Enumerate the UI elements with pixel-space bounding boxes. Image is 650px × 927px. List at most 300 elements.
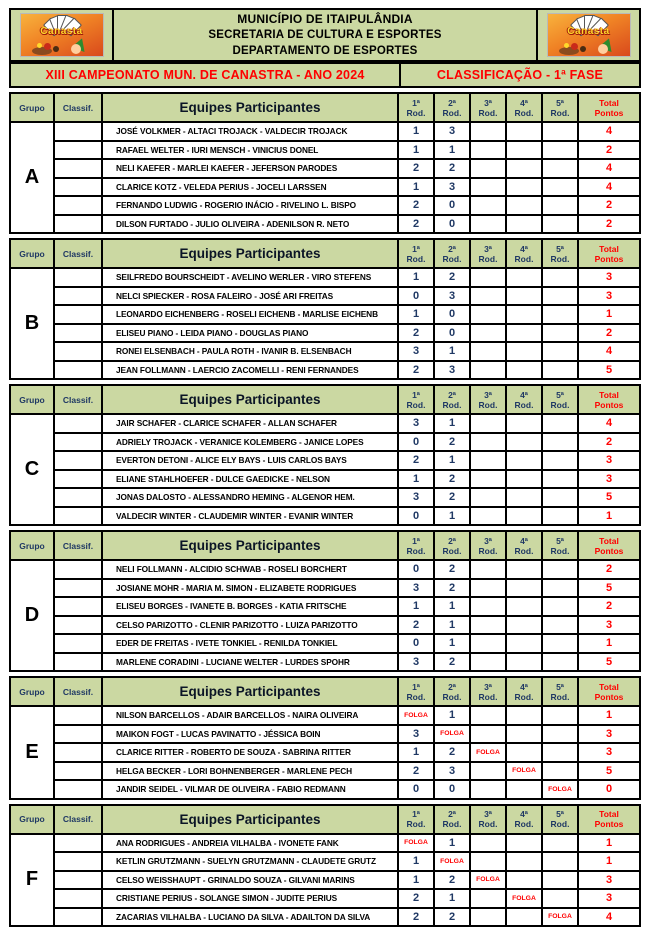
round-cell: [470, 908, 506, 927]
team-name-cell: CELSO PARIZOTTO - CLENIR PARIZOTTO - LUIZA PARIZOTTO: [102, 616, 398, 635]
group-letter-cell: F: [10, 834, 54, 927]
column-header-round-1: [398, 93, 434, 122]
round-cell: 0: [434, 305, 470, 324]
round-cell: [506, 653, 542, 672]
round-word-label: Rod.: [435, 400, 469, 410]
round-cell: [542, 268, 578, 287]
team-name-cell: CELSO WEISSHAUPT - GRINALDO SOUZA - GILVANI MARINS: [102, 871, 398, 890]
round-cell: [470, 852, 506, 871]
round-cell: 3: [434, 178, 470, 197]
round-cell: [506, 433, 542, 452]
round-cell: 2: [434, 908, 470, 927]
column-header-equipes: Equipes Participantes: [102, 239, 398, 268]
chip-shape: [53, 46, 59, 52]
round-cell: 2: [434, 159, 470, 178]
logo-cell-right: [537, 9, 640, 61]
team-name-cell: JEAN FOLLMANN - LAERCIO ZACOMELLI - RENI FERNANDES: [102, 361, 398, 380]
classif-cell: [54, 324, 102, 343]
column-header-total: [578, 677, 640, 706]
round-number-label: 3ª: [471, 390, 505, 400]
total-points-cell: 1: [578, 834, 640, 853]
round-cell: [470, 433, 506, 452]
column-header-round-3: [470, 531, 506, 560]
round-number-label: 5ª: [543, 390, 577, 400]
team-row: [10, 889, 640, 908]
column-header-round-4: [506, 239, 542, 268]
chip-shape: [580, 46, 586, 52]
round-cell: FOLGA: [434, 725, 470, 744]
round-cell: 2: [398, 889, 434, 908]
total-points-cell: 3: [578, 871, 640, 890]
round-cell: [506, 706, 542, 725]
team-name-cell: CRISTIANE PERIUS - SOLANGE SIMON - JUDITE PERIUS: [102, 889, 398, 908]
total-line-1: Total: [579, 809, 639, 819]
team-row: [10, 215, 640, 234]
group-header-row: [10, 677, 640, 706]
classif-cell: [54, 653, 102, 672]
round-cell: 1: [398, 305, 434, 324]
column-header-grupo: Grupo: [10, 385, 54, 414]
round-word-label: Rod.: [399, 108, 433, 118]
group-letter-cell: C: [10, 414, 54, 525]
classif-cell: [54, 414, 102, 433]
column-header-equipes: Equipes Participantes: [102, 805, 398, 834]
column-header-round-5: [542, 805, 578, 834]
team-name-cell: NELCI SPIECKER - ROSA FALEIRO - JOSÉ ARI FREITAS: [102, 287, 398, 306]
round-cell: [506, 871, 542, 890]
round-cell: 3: [434, 287, 470, 306]
team-name-cell: ANA RODRIGUES - ANDREIA VILHALBA - IVONETE FANK: [102, 834, 398, 853]
round-cell: [506, 488, 542, 507]
total-points-cell: 5: [578, 361, 640, 380]
column-header-equipes: Equipes Participantes: [102, 93, 398, 122]
round-word-label: Rod.: [399, 819, 433, 829]
column-header-classif: Classif.: [54, 385, 102, 414]
team-row: [10, 616, 640, 635]
group-header-row: [10, 531, 640, 560]
total-points-cell: 2: [578, 215, 640, 234]
round-number-label: 5ª: [543, 682, 577, 692]
round-cell: [470, 196, 506, 215]
round-number-label: 1ª: [399, 536, 433, 546]
team-name-cell: JOSÉ VOLKMER - ALTACI TROJACK - VALDECIR TROJACK: [102, 122, 398, 141]
team-row: [10, 414, 640, 433]
round-cell: FOLGA: [470, 871, 506, 890]
column-header-round-5: [542, 93, 578, 122]
classif-cell: [54, 141, 102, 160]
round-cell: [542, 852, 578, 871]
round-cell: [506, 268, 542, 287]
round-cell: [542, 324, 578, 343]
column-header-grupo: Grupo: [10, 531, 54, 560]
round-cell: 2: [398, 762, 434, 781]
column-header-total: [578, 93, 640, 122]
column-header-classif: Classif.: [54, 239, 102, 268]
group-header-row: [10, 93, 640, 122]
logo-wordmark: Canasta: [20, 26, 104, 37]
header-text-cell: [113, 9, 537, 61]
team-row: [10, 725, 640, 744]
groups-container: [9, 92, 641, 927]
round-word-label: Rod.: [507, 819, 541, 829]
round-number-label: 5ª: [543, 809, 577, 819]
round-number-label: 3ª: [471, 98, 505, 108]
round-cell: 3: [398, 414, 434, 433]
round-cell: FOLGA: [434, 852, 470, 871]
column-header-round-5: [542, 385, 578, 414]
team-name-cell: JAIR SCHAFER - CLARICE SCHAFER - ALLAN SCHAFER: [102, 414, 398, 433]
total-line-1: Total: [579, 98, 639, 108]
round-cell: [506, 305, 542, 324]
column-header-grupo: Grupo: [10, 677, 54, 706]
round-word-label: Rod.: [399, 546, 433, 556]
round-word-label: Rod.: [507, 400, 541, 410]
round-cell: 2: [434, 268, 470, 287]
round-cell: [506, 141, 542, 160]
jester-face-shape: [71, 44, 81, 54]
round-cell: [470, 780, 506, 799]
round-cell: [542, 122, 578, 141]
team-row: [10, 871, 640, 890]
round-word-label: Rod.: [543, 692, 577, 702]
round-word-label: Rod.: [471, 254, 505, 264]
round-cell: 2: [398, 159, 434, 178]
round-cell: [470, 488, 506, 507]
round-number-label: 5ª: [543, 244, 577, 254]
column-header-classif: Classif.: [54, 93, 102, 122]
round-cell: FOLGA: [398, 834, 434, 853]
round-cell: 1: [398, 597, 434, 616]
round-cell: 1: [434, 451, 470, 470]
round-cell: [542, 597, 578, 616]
column-header-equipes: Equipes Participantes: [102, 385, 398, 414]
classif-cell: [54, 560, 102, 579]
total-points-cell: 2: [578, 560, 640, 579]
round-cell: [542, 488, 578, 507]
total-points-cell: 4: [578, 908, 640, 927]
chip-shape: [564, 43, 569, 48]
round-cell: [506, 451, 542, 470]
classif-cell: [54, 196, 102, 215]
team-row: [10, 451, 640, 470]
team-row: [10, 433, 640, 452]
column-header-round-2: [434, 385, 470, 414]
round-cell: 1: [398, 141, 434, 160]
total-points-cell: 3: [578, 451, 640, 470]
round-cell: 1: [434, 414, 470, 433]
round-word-label: Rod.: [543, 400, 577, 410]
round-number-label: 3ª: [471, 536, 505, 546]
column-header-grupo: Grupo: [10, 93, 54, 122]
round-cell: 2: [398, 196, 434, 215]
team-name-cell: ELIANE STAHLHOEFER - DULCE GAEDICKE - NELSON: [102, 470, 398, 489]
round-cell: [542, 433, 578, 452]
round-cell: [542, 215, 578, 234]
round-cell: [506, 196, 542, 215]
group-block-C: [9, 384, 641, 526]
round-cell: [470, 178, 506, 197]
round-number-label: 3ª: [471, 809, 505, 819]
round-number-label: 4ª: [507, 390, 541, 400]
round-cell: 3: [398, 579, 434, 598]
classif-cell: [54, 889, 102, 908]
round-cell: FOLGA: [542, 780, 578, 799]
round-cell: [542, 305, 578, 324]
column-header-round-3: [470, 239, 506, 268]
round-cell: FOLGA: [470, 743, 506, 762]
total-line-2: Pontos: [579, 546, 639, 556]
round-cell: [470, 287, 506, 306]
round-word-label: Rod.: [435, 819, 469, 829]
total-points-cell: 3: [578, 470, 640, 489]
round-cell: 1: [398, 122, 434, 141]
round-cell: [542, 361, 578, 380]
group-block-F: [9, 804, 641, 927]
classif-cell: [54, 433, 102, 452]
round-cell: 2: [398, 908, 434, 927]
round-cell: 1: [398, 743, 434, 762]
classif-cell: [54, 507, 102, 526]
round-word-label: Rod.: [435, 546, 469, 556]
round-cell: [542, 653, 578, 672]
round-cell: FOLGA: [542, 908, 578, 927]
group-table-B: [9, 238, 641, 380]
round-cell: 0: [434, 780, 470, 799]
team-name-cell: NILSON BARCELLOS - ADAIR BARCELLOS - NAIRA OLIVEIRA: [102, 706, 398, 725]
classif-cell: [54, 451, 102, 470]
total-points-cell: 5: [578, 762, 640, 781]
round-cell: [470, 159, 506, 178]
round-cell: 2: [434, 488, 470, 507]
column-header-grupo: Grupo: [10, 805, 54, 834]
group-letter-cell: E: [10, 706, 54, 799]
total-points-cell: 4: [578, 414, 640, 433]
round-cell: [470, 141, 506, 160]
total-points-cell: 4: [578, 342, 640, 361]
classification-title: CLASSIFICAÇÃO - 1ª FASE: [400, 63, 640, 87]
team-row: [10, 159, 640, 178]
round-cell: [542, 834, 578, 853]
team-row: [10, 743, 640, 762]
round-word-label: Rod.: [435, 692, 469, 702]
classif-cell: [54, 616, 102, 635]
column-header-total: [578, 239, 640, 268]
classif-cell: [54, 871, 102, 890]
column-header-classif: Classif.: [54, 805, 102, 834]
round-cell: [542, 414, 578, 433]
group-table-F: [9, 804, 641, 927]
total-line-1: Total: [579, 682, 639, 692]
round-cell: 0: [434, 215, 470, 234]
team-name-cell: CLARICE RITTER - ROBERTO DE SOUZA - SABRINA RITTER: [102, 743, 398, 762]
total-points-cell: 2: [578, 141, 640, 160]
team-name-cell: CLARICE KOTZ - VELEDA PERIUS - JOCELI LARSSEN: [102, 178, 398, 197]
column-header-round-1: [398, 385, 434, 414]
team-name-cell: ADRIELY TROJACK - VERANICE KOLEMBERG - JANICE LOPES: [102, 433, 398, 452]
round-cell: 2: [398, 616, 434, 635]
round-cell: [506, 361, 542, 380]
column-header-total: [578, 531, 640, 560]
round-cell: 2: [434, 433, 470, 452]
round-cell: 0: [398, 780, 434, 799]
round-cell: [470, 834, 506, 853]
round-cell: [470, 560, 506, 579]
round-cell: [470, 706, 506, 725]
round-cell: 1: [434, 597, 470, 616]
round-cell: 1: [398, 470, 434, 489]
total-points-cell: 4: [578, 122, 640, 141]
team-name-cell: EVERTON DETONI - ALICE ELY BAYS - LUIS CARLOS BAYS: [102, 451, 398, 470]
round-cell: FOLGA: [398, 706, 434, 725]
header-line-2: SECRETARIA DE CULTURA E ESPORTES: [114, 27, 536, 43]
round-number-label: 2ª: [435, 244, 469, 254]
total-points-cell: 2: [578, 196, 640, 215]
round-cell: 1: [434, 616, 470, 635]
group-letter-cell: B: [10, 268, 54, 379]
team-row: [10, 178, 640, 197]
round-number-label: 1ª: [399, 244, 433, 254]
round-cell: [542, 560, 578, 579]
jester-face-shape: [598, 44, 608, 54]
round-number-label: 4ª: [507, 682, 541, 692]
round-number-label: 2ª: [435, 390, 469, 400]
classif-cell: [54, 597, 102, 616]
column-header-round-4: [506, 385, 542, 414]
total-line-2: Pontos: [579, 692, 639, 702]
round-cell: [470, 324, 506, 343]
team-row: [10, 470, 640, 489]
team-name-cell: DILSON FURTADO - JULIO OLIVEIRA - ADENILSON R. NETO: [102, 215, 398, 234]
round-word-label: Rod.: [471, 692, 505, 702]
total-points-cell: 3: [578, 725, 640, 744]
round-number-label: 2ª: [435, 98, 469, 108]
team-row: [10, 597, 640, 616]
round-word-label: Rod.: [471, 400, 505, 410]
column-header-total: [578, 805, 640, 834]
team-row: [10, 780, 640, 799]
round-cell: [506, 616, 542, 635]
round-cell: 1: [398, 268, 434, 287]
chip-shape: [44, 43, 51, 50]
round-cell: [470, 305, 506, 324]
round-cell: 0: [398, 560, 434, 579]
round-cell: 3: [434, 762, 470, 781]
team-row: [10, 507, 640, 526]
team-name-cell: ELISEU PIANO - LEIDA PIANO - DOUGLAS PIANO: [102, 324, 398, 343]
round-number-label: 4ª: [507, 536, 541, 546]
round-cell: 1: [434, 706, 470, 725]
round-number-label: 4ª: [507, 809, 541, 819]
classif-cell: [54, 852, 102, 871]
team-name-cell: HELGA BECKER - LORI BOHNENBERGER - MARLENE PECH: [102, 762, 398, 781]
total-points-cell: 3: [578, 287, 640, 306]
round-cell: [542, 725, 578, 744]
round-cell: 2: [398, 324, 434, 343]
column-header-grupo: Grupo: [10, 239, 54, 268]
classif-cell: [54, 268, 102, 287]
total-points-cell: 1: [578, 852, 640, 871]
column-header-round-1: [398, 531, 434, 560]
total-points-cell: 1: [578, 634, 640, 653]
total-points-cell: 0: [578, 780, 640, 799]
team-row: [10, 342, 640, 361]
round-number-label: 1ª: [399, 809, 433, 819]
column-header-classif: Classif.: [54, 531, 102, 560]
round-cell: 3: [398, 342, 434, 361]
team-name-cell: LEONARDO EICHENBERG - ROSELI EICHENB - MARLISE EICHENB: [102, 305, 398, 324]
round-cell: [470, 470, 506, 489]
round-cell: [542, 507, 578, 526]
round-number-label: 2ª: [435, 536, 469, 546]
round-cell: [470, 361, 506, 380]
title-bar: [9, 62, 641, 88]
round-cell: [506, 507, 542, 526]
column-header-round-1: [398, 239, 434, 268]
classif-cell: [54, 834, 102, 853]
team-row: [10, 196, 640, 215]
team-name-cell: SEILFREDO BOURSCHEIDT - AVELINO WERLER - VIRO STEFENS: [102, 268, 398, 287]
classif-cell: [54, 178, 102, 197]
team-name-cell: RAFAEL WELTER - IURI MENSCH - VINICIUS DONEL: [102, 141, 398, 160]
round-cell: [470, 762, 506, 781]
total-points-cell: 3: [578, 743, 640, 762]
column-header-round-5: [542, 531, 578, 560]
team-name-cell: JONAS DALOSTO - ALESSANDRO HEMING - ALGENOR HEM.: [102, 488, 398, 507]
classif-cell: [54, 122, 102, 141]
round-cell: [506, 908, 542, 927]
round-cell: 1: [398, 871, 434, 890]
round-cell: 3: [398, 653, 434, 672]
total-points-cell: 1: [578, 706, 640, 725]
total-points-cell: 3: [578, 268, 640, 287]
round-cell: [470, 414, 506, 433]
round-cell: [542, 178, 578, 197]
round-cell: [542, 579, 578, 598]
round-cell: [506, 122, 542, 141]
group-table-E: [9, 676, 641, 800]
group-block-E: [9, 676, 641, 800]
team-row: [10, 361, 640, 380]
team-row: [10, 706, 640, 725]
round-word-label: Rod.: [507, 692, 541, 702]
round-cell: [542, 634, 578, 653]
team-row: [10, 634, 640, 653]
chip-shape: [571, 43, 578, 50]
canasta-logo-right: [547, 13, 631, 57]
column-header-round-4: [506, 677, 542, 706]
round-cell: [470, 268, 506, 287]
round-cell: [542, 889, 578, 908]
round-cell: [506, 852, 542, 871]
total-points-cell: 5: [578, 488, 640, 507]
column-header-round-4: [506, 805, 542, 834]
total-points-cell: 3: [578, 889, 640, 908]
team-row: [10, 268, 640, 287]
round-cell: [506, 725, 542, 744]
round-cell: [470, 725, 506, 744]
total-line-2: Pontos: [579, 819, 639, 829]
group-header-row: [10, 239, 640, 268]
column-header-round-3: [470, 805, 506, 834]
column-header-round-2: [434, 531, 470, 560]
round-cell: [542, 159, 578, 178]
round-cell: 1: [434, 507, 470, 526]
classif-cell: [54, 743, 102, 762]
round-word-label: Rod.: [399, 692, 433, 702]
round-cell: 2: [434, 470, 470, 489]
column-header-round-2: [434, 239, 470, 268]
round-cell: [506, 834, 542, 853]
